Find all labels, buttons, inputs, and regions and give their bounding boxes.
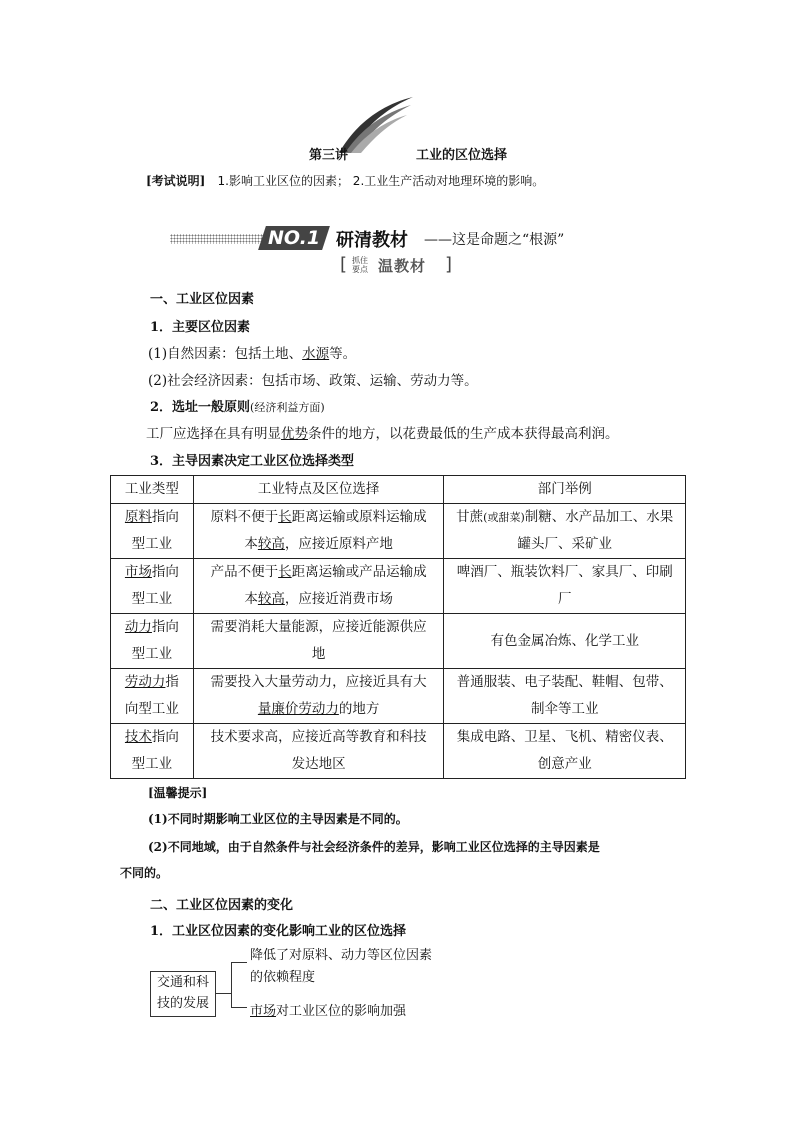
feature-text: 产品不便于 xyxy=(210,564,279,580)
example-text: 厂 xyxy=(557,591,572,607)
review-tag-big: 温教材 xyxy=(378,257,427,275)
feature-text: ，应接近消费市场 xyxy=(284,591,393,607)
feature-underlined: 较高 xyxy=(257,536,285,552)
section1-sub2 xyxy=(150,396,325,415)
feature-text: 本 xyxy=(244,536,258,552)
banner-number-badge xyxy=(258,226,330,250)
banner-subtitle: ——这是命题之“根源” xyxy=(424,232,565,248)
section2-heading: 二、工业区位因素的变化 xyxy=(150,898,294,913)
review-tag xyxy=(340,254,452,276)
branch2-rest: 对工业区位的影响加强 xyxy=(276,1004,407,1019)
type-line2: 向型工业 xyxy=(124,701,179,717)
feature-text: ，应接近原料产地 xyxy=(284,536,393,552)
feature-text: 发达地区 xyxy=(291,756,346,772)
line1-post: 等。 xyxy=(329,346,357,362)
example-text: 有色金属冶炼、化学工业 xyxy=(490,632,639,649)
type-rest: 指向 xyxy=(151,564,179,580)
table-feature-cell xyxy=(193,614,444,669)
type-underlined: 技术 xyxy=(124,729,152,745)
type-line2: 型工业 xyxy=(131,591,173,607)
lesson-title-line xyxy=(0,144,794,164)
type-underlined: 动力 xyxy=(124,619,152,635)
section1-heading: 一、工业区位因素 xyxy=(150,292,255,307)
diagram-branch1-line2: 的依赖程度 xyxy=(250,970,316,985)
type-line2: 型工业 xyxy=(131,756,173,772)
type-underlined: 市场 xyxy=(124,564,152,580)
sub2-text: 2．选址一般原则 xyxy=(150,400,251,415)
diagram-box-line2: 技的发展 xyxy=(156,996,209,1011)
line1-pre: (1)自然因素：包括土地、 xyxy=(148,346,303,362)
table-feature-cell xyxy=(193,724,444,779)
type-underlined: 原料 xyxy=(124,509,152,525)
tip-2-line2: 不同的。 xyxy=(120,866,169,880)
table-feature-cell xyxy=(193,559,444,614)
tips-label: [温馨提示] xyxy=(148,786,208,800)
banner-main-title: 研清教材 xyxy=(336,230,408,251)
table-type-cell xyxy=(111,559,194,614)
exam-description-label: [考试说明] xyxy=(146,174,206,188)
table-feature-cell xyxy=(193,669,444,724)
type-underlined: 劳动力 xyxy=(124,674,166,690)
example-text: 普通服装、电子装配、鞋帽、包带、 xyxy=(456,674,673,690)
feature-text: 需要投入大量劳动力，应接近具有大 xyxy=(210,674,427,690)
line3-post: 条件的地方，以花费最低的生产成本获得最高利润。 xyxy=(308,426,619,442)
review-tag-small xyxy=(352,256,374,274)
type-rest: 指向 xyxy=(151,619,179,635)
feature-underlined: 量廉价劳动力 xyxy=(257,701,339,717)
feature-text: 的地方 xyxy=(338,701,380,717)
type-rest: 指向 xyxy=(151,729,179,745)
type-rest: 指向 xyxy=(151,509,179,525)
table-row xyxy=(111,669,686,724)
table-example-cell xyxy=(444,724,686,779)
line3-pre: 工厂应选择在具有明显 xyxy=(146,426,281,442)
example-text: 集成电路、卫星、飞机、精密仪表、 xyxy=(456,729,673,745)
exam-description xyxy=(146,172,544,189)
banner-dots xyxy=(170,234,266,244)
section1-sub1: 1．主要区位因素 xyxy=(150,320,251,335)
tip-2-line1: (2)不同地域，由于自然条件与社会经济条件的差异，影响工业区位选择的主导因素是 xyxy=(148,840,600,854)
table-header-cell: 工业特点及区位选择 xyxy=(193,476,444,504)
example-text: 创意产业 xyxy=(537,756,592,772)
sub2-note: (经济利益方面) xyxy=(250,401,325,414)
lesson-title: 工业的区位选择 xyxy=(416,148,508,163)
review-tag-small-2: 要点 xyxy=(352,265,368,274)
table-type-cell xyxy=(111,669,194,724)
table-header-cell: 工业类型 xyxy=(111,476,194,504)
table-header-row xyxy=(111,476,686,504)
feature-text: 地 xyxy=(311,646,326,662)
section1-line1 xyxy=(148,342,356,362)
feature-underlined: 长 xyxy=(278,564,292,580)
feature-text: 距离运输或产品运输成 xyxy=(291,564,427,580)
tip-1: (1)不同时期影响工业区位的主导因素是不同的。 xyxy=(148,812,408,826)
section2-sub1: 1．工业区位因素的变化影响工业的区位选择 xyxy=(150,924,407,939)
feature-text: 技术要求高，应接近高等教育和科技 xyxy=(210,729,427,745)
right-bracket-icon: ] xyxy=(444,254,452,275)
table-example-cell xyxy=(444,669,686,724)
table-example-cell xyxy=(444,504,686,559)
diagram-connector xyxy=(215,993,231,994)
table-header-cell: 部门举例 xyxy=(444,476,686,504)
example-text: 罐头厂、采矿业 xyxy=(517,536,612,552)
exam-description-items: 1.影响工业区位的因素； 2.工业生产活动对地理环境的影响。 xyxy=(217,174,545,188)
table-example-cell xyxy=(444,614,686,669)
table-type-cell xyxy=(111,724,194,779)
feature-underlined: 较高 xyxy=(257,591,285,607)
section1-line2: (2)社会经济因素：包括市场、政策、运输、劳动力等。 xyxy=(148,373,478,389)
example-text: 制伞等工业 xyxy=(530,701,599,717)
section1-line3 xyxy=(146,422,619,442)
table-row xyxy=(111,614,686,669)
banner-number-text: NO.1 xyxy=(267,227,321,249)
table-feature-cell xyxy=(193,504,444,559)
table-row xyxy=(111,559,686,614)
feature-text: 需要消耗大量能源，应接近能源供应 xyxy=(210,619,427,635)
feature-text: 距离运输或原料运输成 xyxy=(291,509,427,525)
table-row xyxy=(111,504,686,559)
branch2-underlined: 市场 xyxy=(250,1004,277,1019)
lesson-number: 第三讲 xyxy=(309,148,349,163)
left-bracket-icon: [ xyxy=(340,254,348,275)
table-row xyxy=(111,724,686,779)
example-note: (或甜菜) xyxy=(483,511,525,524)
table-example-cell xyxy=(444,559,686,614)
feature-underlined: 长 xyxy=(278,509,292,525)
section-banner xyxy=(170,226,640,252)
diagram-box-line1: 交通和科 xyxy=(156,975,209,990)
example-text: 制糖、水产品加工、水果 xyxy=(524,509,674,525)
line3-underlined: 优势 xyxy=(281,426,308,442)
example-text: 甘蔗 xyxy=(456,509,484,525)
diagram-cause-box xyxy=(150,971,216,1017)
diagram-branch-top xyxy=(231,962,247,963)
review-tag-small-1: 抓住 xyxy=(352,256,368,265)
feature-text: 原料不便于 xyxy=(210,509,279,525)
type-line2: 型工业 xyxy=(131,646,173,662)
diagram-branch-bottom xyxy=(231,1007,247,1008)
diagram-brace xyxy=(231,962,232,1008)
diagram-branch1-line1: 降低了对原料、动力等区位因素 xyxy=(250,948,433,963)
diagram-branch2 xyxy=(250,1000,406,1019)
type-rest: 指 xyxy=(165,674,179,690)
table-type-cell xyxy=(111,504,194,559)
example-text: 啤酒厂、瓶装饮料厂、家具厂、印刷 xyxy=(456,564,673,580)
type-line2: 型工业 xyxy=(131,536,173,552)
industry-type-table xyxy=(110,475,686,779)
line1-underlined: 水源 xyxy=(302,346,330,362)
table-type-cell xyxy=(111,614,194,669)
feature-text: 本 xyxy=(244,591,258,607)
section1-sub3: 3．主导因素决定工业区位选择类型 xyxy=(150,454,355,469)
